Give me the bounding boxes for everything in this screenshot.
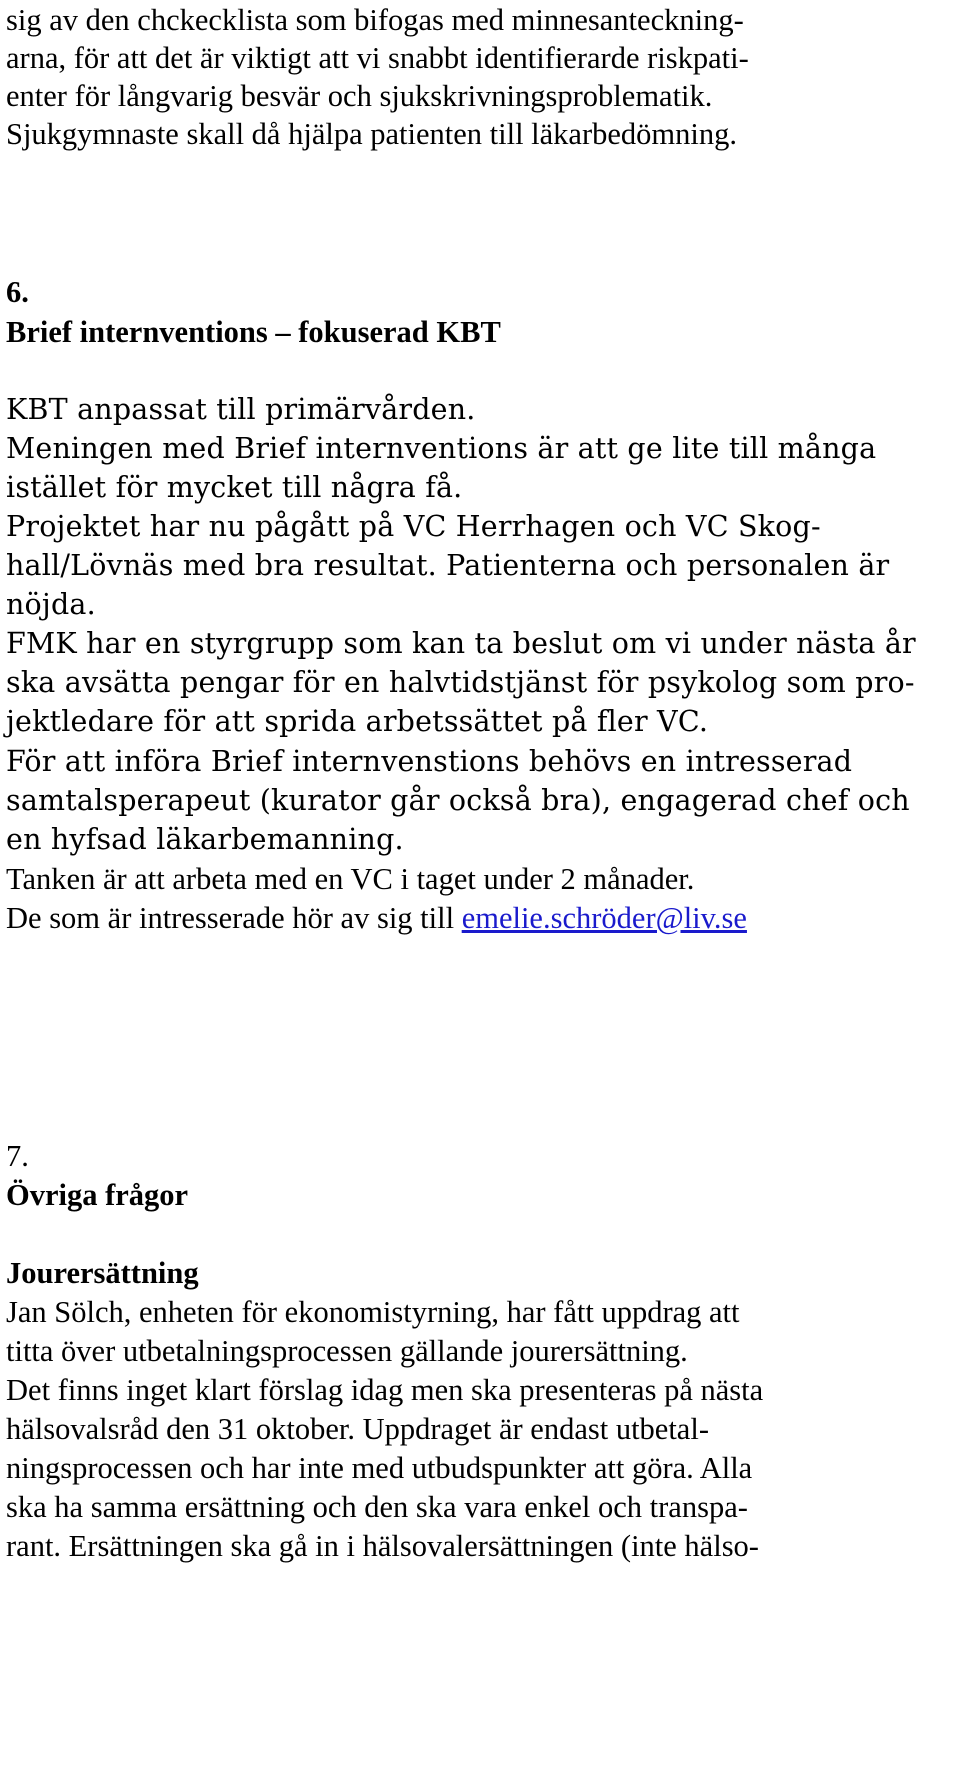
text-line: hall/Lövnäs med bra resultat. Patienterna och personalen är xyxy=(6,549,890,582)
section-number: 7. xyxy=(6,1139,29,1173)
text-line: arna, för att det är viktigt att vi snabbt identifierarde riskpati- xyxy=(6,41,749,75)
section-title: Övriga frågor xyxy=(6,1178,189,1212)
text-line: ska avsätta pengar för en halvtidstjänst för psykolog som pro- xyxy=(6,666,915,699)
email-link[interactable]: emelie.schröder@liv.se xyxy=(461,901,747,935)
text-line: KBT anpassat till primärvården. xyxy=(6,393,476,426)
section-title: Brief internventions – fokuserad KBT xyxy=(6,315,501,349)
text-line: ska ha samma ersättning och den ska vara enkel och transpa- xyxy=(6,1490,748,1524)
contact-text: De som är intresserade hör av sig till xyxy=(6,901,462,935)
text-line: samtalsperapeut (kurator går också bra), engagerad chef och xyxy=(6,784,910,817)
text-line: ningsprocessen och har inte med utbudspunkter att göra. Alla xyxy=(6,1451,753,1485)
text-line: istället för mycket till några få. xyxy=(6,471,463,504)
text-line: Sjukgymnaste skall då hjälpa patienten till läkarbedömning. xyxy=(6,117,737,151)
text-line: FMK har en styrgrupp som kan ta beslut om vi under nästa år xyxy=(6,627,916,660)
text-line: Projektet har nu pågått på VC Herrhagen och VC Skog- xyxy=(6,510,821,543)
text-line: hälsovalsråd den 31 oktober. Uppdraget är endast utbetal- xyxy=(6,1412,709,1446)
text-line: enter för långvarig besvär och sjukskrivningsproblematik. xyxy=(6,79,713,113)
text-line: titta över utbetalningsprocessen gällande jourersättning. xyxy=(6,1334,688,1368)
text-line: För att införa Brief internvenstions behövs en intresserad xyxy=(6,745,853,778)
text-line: rant. Ersättningen ska gå in i hälsovalersättningen (inte hälso- xyxy=(6,1529,759,1563)
section-number: 6. xyxy=(6,275,29,309)
text-line: Det finns inget klart förslag idag men ska presenteras på nästa xyxy=(6,1373,764,1407)
text-line: en hyfsad läkarbemanning. xyxy=(6,823,404,856)
subheading: Jourersättning xyxy=(6,1256,199,1290)
document-page xyxy=(6,0,956,1767)
text-line: Jan Sölch, enheten för ekonomistyrning, har fått uppdrag att xyxy=(6,1295,740,1329)
text-line: nöjda. xyxy=(6,588,96,621)
text-line: Meningen med Brief internventions är att ge lite till många xyxy=(6,432,877,465)
text-line: Tanken är att arbeta med en VC i taget under 2 månader. xyxy=(6,862,695,896)
contact-line xyxy=(6,896,747,940)
text-line: sig av den chckecklista som bifogas med minnesanteckning- xyxy=(6,3,744,37)
text-line: jektledare för att sprida arbetssättet på fler VC. xyxy=(6,705,709,738)
